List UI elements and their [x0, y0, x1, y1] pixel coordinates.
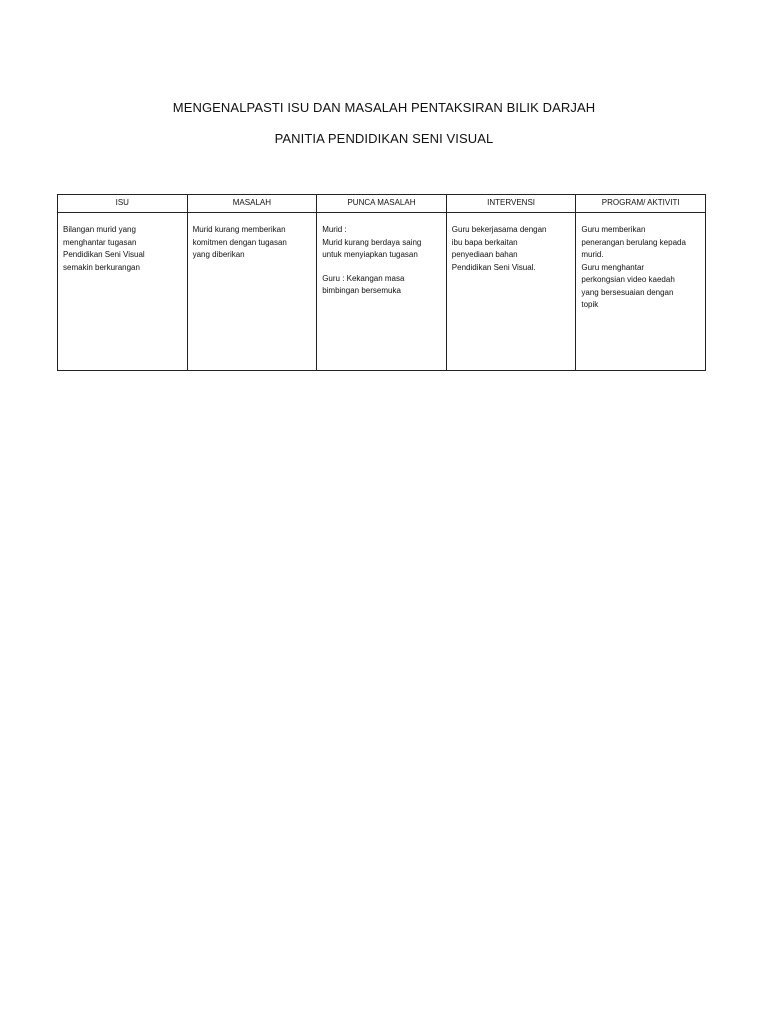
header-punca-masalah: PUNCA MASALAH	[317, 195, 447, 213]
header-intervensi: INTERVENSI	[446, 195, 576, 213]
cell-text-line: Guru : Kekangan masa	[322, 273, 405, 283]
cell-text-line: Murid kurang berdaya saing	[322, 237, 422, 247]
paragraph-gap	[322, 262, 441, 273]
header-masalah: MASALAH	[187, 195, 317, 213]
cell-text-line: penyediaan bahan	[451, 250, 518, 259]
cell-text-line: Murid kurang memberikan	[192, 225, 286, 234]
cell-text-line: perkongsian video kaedah	[581, 275, 675, 284]
cell-text-line: Murid :	[322, 225, 347, 234]
cell-text-line: bimbingan bersemuka	[322, 286, 401, 295]
header-isu: ISU	[58, 195, 188, 213]
cell-text-line: yang bersesuaian dengan	[581, 287, 674, 297]
cell-text-line: menghantar tugasan	[63, 237, 137, 247]
cell-punca-masalah	[317, 213, 447, 371]
cell-text-line: Pendidikan Seni Visual	[63, 250, 145, 259]
cell-text-line: ibu bapa berkaitan	[451, 237, 518, 247]
cell-text-line: Guru memberikan	[581, 225, 646, 234]
cell-text-line: Bilangan murid yang	[63, 225, 136, 234]
header-program-aktiviti: PROGRAM/ AKTIVITI	[576, 195, 706, 213]
cell-program-aktiviti	[576, 213, 706, 371]
document-subtitle: PANITIA PENDIDIKAN SENI VISUAL	[274, 131, 494, 146]
cell-masalah	[187, 213, 317, 371]
cell-text-line: topik	[581, 300, 599, 309]
cell-text-line: yang diberikan	[192, 250, 245, 259]
cell-intervensi	[446, 213, 576, 371]
cell-text-line: untuk menyiapkan tugasan	[322, 250, 418, 259]
issues-table	[57, 194, 706, 371]
cell-text-line: penerangan berulang kepada	[581, 237, 686, 247]
document-title: MENGENALPASTI ISU DAN MASALAH PENTAKSIRAN BILIK DARJAH	[172, 100, 596, 115]
cell-text-line: Pendidikan Seni Visual.	[451, 262, 536, 272]
cell-text-line: Guru bekerjasama dengan	[451, 225, 547, 234]
cell-text-line: murid.	[581, 250, 604, 259]
table-header-row	[58, 195, 706, 213]
cell-text-line: semakin berkurangan	[63, 262, 140, 272]
table-row	[58, 213, 706, 371]
cell-isu	[58, 213, 188, 371]
cell-text-line: Guru menghantar	[581, 262, 645, 272]
cell-text-line: komitmen dengan tugasan	[192, 237, 287, 247]
